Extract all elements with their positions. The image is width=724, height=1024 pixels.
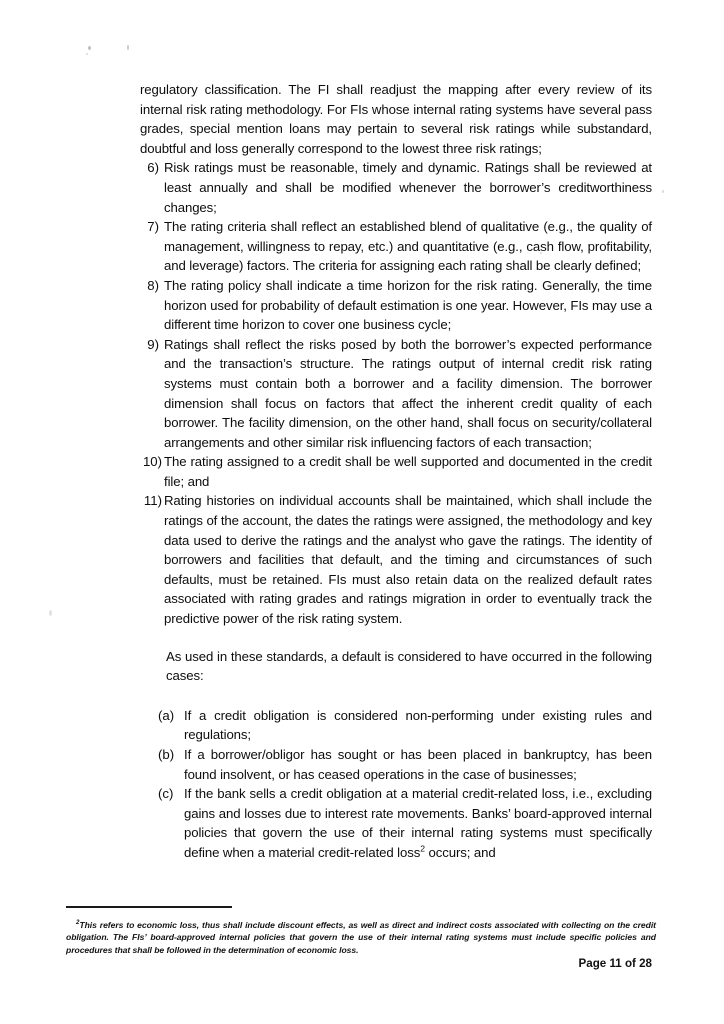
list-text: If a credit obligation is considered non-performing under existing rules and regulations; [184, 707, 652, 743]
footnote-reference-marker: 2 [420, 843, 425, 854]
list-marker: (b) [158, 747, 175, 762]
list-marker: 9) [147, 336, 159, 352]
list-text: If a borrower/obligor has sought or has been placed in bankruptcy, has been found insolvent, or has ceased operations in the case of businesses; [184, 747, 652, 782]
default-intro-paragraph: As used in these standards, a default is considered to have occurred in the following cases: [166, 648, 652, 684]
list-item [140, 158, 652, 217]
list-marker: 6) [147, 160, 159, 176]
list-item [140, 217, 652, 276]
list-text: Rating histories on individual accounts shall be maintained, which shall include the ratings of the account, the dates the ratings were assigned, the methodology and key data used to derive the ratings and the analyst who gave the ratings. The identity of borrowers and facilities that default, and the timing and circumstances of such defaults, must be retained. FIs must also retain data on the realized default rates associated with rating grades and ratings migration in order to eventually track the predictive power of the risk rating system. [164, 493, 652, 627]
continued-paragraph: regulatory classification. The FI shall readjust the mapping after every review of its internal risk rating methodology. For FIs whose internal rating systems have several pass grades, special mention loans may pertain to several risk ratings while substandard, doubtful and loss generally correspond to the lowest three risk ratings; [140, 82, 652, 156]
footnote-text [66, 917, 656, 957]
list-text [184, 784, 652, 862]
list-text: The rating criteria shall reflect an established blend of qualitative (e.g., the quality of management, willingness to repay, etc.) and quantitative (e.g., cash flow, profitability, and leverage) factors. The criteria for assigning each rating shall be clearly defined; [164, 219, 652, 274]
scan-speck [127, 45, 129, 50]
list-marker: 10) [142, 454, 162, 470]
list-marker: (c) [158, 786, 174, 802]
list-item [140, 335, 652, 453]
list-item [140, 491, 652, 628]
list-text-main: If the bank sells a credit obligation at a material credit-related loss, i.e., excluding gains and losses due to interest rate movements. Banks’ board-approved internal policies that govern the use of their internal rating systems must specifically define when a material credit-related loss [184, 786, 652, 860]
lettered-list [140, 706, 652, 863]
scan-speck [88, 46, 91, 50]
list-text-tail: occurs; and [424, 844, 496, 860]
scan-speck [49, 610, 52, 616]
list-text: The rating assigned to a credit shall be well supported and documented in the credit file; and [164, 454, 652, 489]
scan-speck [662, 190, 664, 193]
list-item [158, 784, 652, 862]
footnote-body: This refers to economic loss, thus shall include discount effects, as well as direct and indirect costs associated with collecting on the credit obligation. The FIs’ board-approved internal policies that govern the use of their internal rating systems must include specific policies and procedures that shall be followed in the determination of economic loss. [66, 919, 656, 956]
list-text: The rating policy shall indicate a time horizon for the risk rating. Generally, the time horizon used for probability of default estimation is one year. However, FIs may use a different time horizon to cover one business cycle; [164, 277, 652, 333]
list-item [140, 452, 652, 491]
list-item [158, 745, 652, 784]
page-body [140, 80, 652, 863]
list-marker: 8) [147, 277, 159, 293]
list-text: Ratings shall reflect the risks posed by both the borrower’s expected performance and the transaction’s structure. The ratings output of internal credit risk rating systems must contain both a borrower and a facility dimension. The borrower dimension shall focus on factors that affect the inherent credit quality of each borrower. The facility dimension, on the other hand, shall focus on security/collateral arrangements and other similar risk influencing factors of each transaction; [164, 336, 652, 450]
list-marker: 11) [143, 493, 162, 509]
list-marker: 7) [147, 219, 159, 235]
list-item [158, 706, 652, 745]
list-text: Risk ratings must be reasonable, timely and dynamic. Ratings shall be reviewed at least annually and shall be modified whenever the borrower’s creditworthiness changes; [164, 160, 652, 215]
list-marker: (a) [158, 707, 175, 723]
list-item [140, 276, 652, 335]
scan-speck [86, 53, 88, 55]
page-number: Page 11 of 28 [578, 957, 652, 970]
footnote-separator [66, 906, 232, 908]
footnote-marker: 2 [76, 919, 80, 926]
footnote-block [66, 906, 656, 957]
